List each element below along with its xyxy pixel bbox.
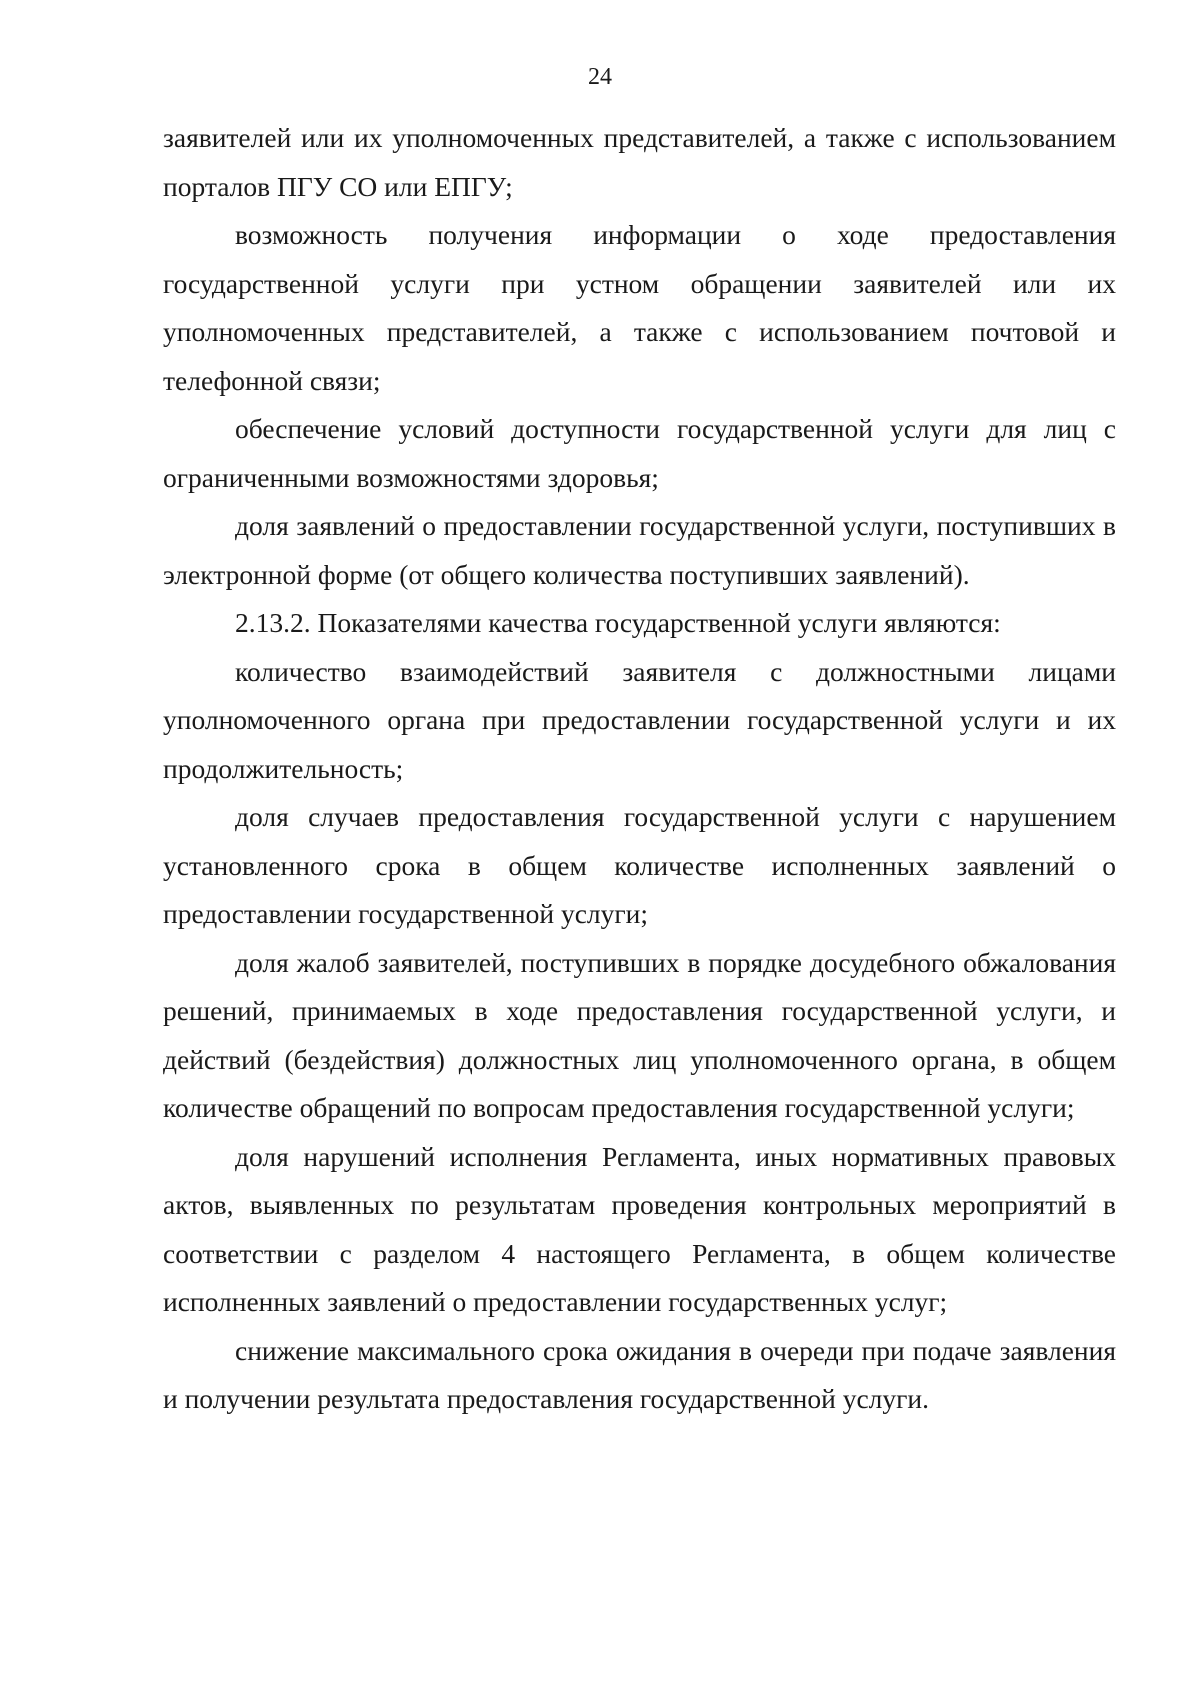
paragraph-electronic-share: доля заявлений о предоставлении государственной услуги, поступивших в электронной форме (от общего количества поступивших заявлений). <box>163 510 1116 590</box>
paragraph-regulation-violations: доля нарушений исполнения Регламента, иных нормативных правовых актов, выявленных по результатам проведения контрольных мероприятий в соответствии с разделом 4 настоящего Регламента, в общем количестве исполненных заявлений о предоставлении государственных услуг; <box>163 1140 1116 1317</box>
page-number: 24 <box>588 64 612 90</box>
paragraph-interactions-count: количество взаимодействий заявителя с должностными лицами уполномоченного органа при предоставлении государственной услуги и их продолжительность; <box>163 655 1116 784</box>
paragraph-section-heading: 2.13.2. Показателями качества государственной услуги являются: <box>235 607 1001 638</box>
paragraph-deadline-violations: доля случаев предоставления государственной услуги с нарушением установленного срока в общем количестве исполненных заявлений о предоставлении государственной услуги; <box>163 801 1116 929</box>
paragraph-accessibility: обеспечение условий доступности государственной услуги для лиц с ограниченными возможностями здоровья; <box>163 413 1116 493</box>
paragraph-queue-time: снижение максимального срока ожидания в очереди при подаче заявления и получении результата предоставления государственной услуги. <box>163 1334 1116 1414</box>
paragraph-complaints-share: доля жалоб заявителей, поступивших в порядке досудебного обжалования решений, принимаемых в ходе предоставления государственной услуги, и действий (бездействия) должностных лиц уполномоченного органа, в общем количестве обращений по вопросам предоставления государственной услуги; <box>163 946 1116 1123</box>
paragraph-info-availability: возможность получения информации о ходе предоставления государственной услуги при устном обращении заявителей или их уполномоченных представителей, а также с использованием почтовой и телефонной связи; <box>163 219 1116 396</box>
document-body <box>163 114 1116 1424</box>
paragraph-continuation: заявителей или их уполномоченных представителей, а также с использованием порталов ПГУ СО или ЕПГУ; <box>163 122 1116 202</box>
